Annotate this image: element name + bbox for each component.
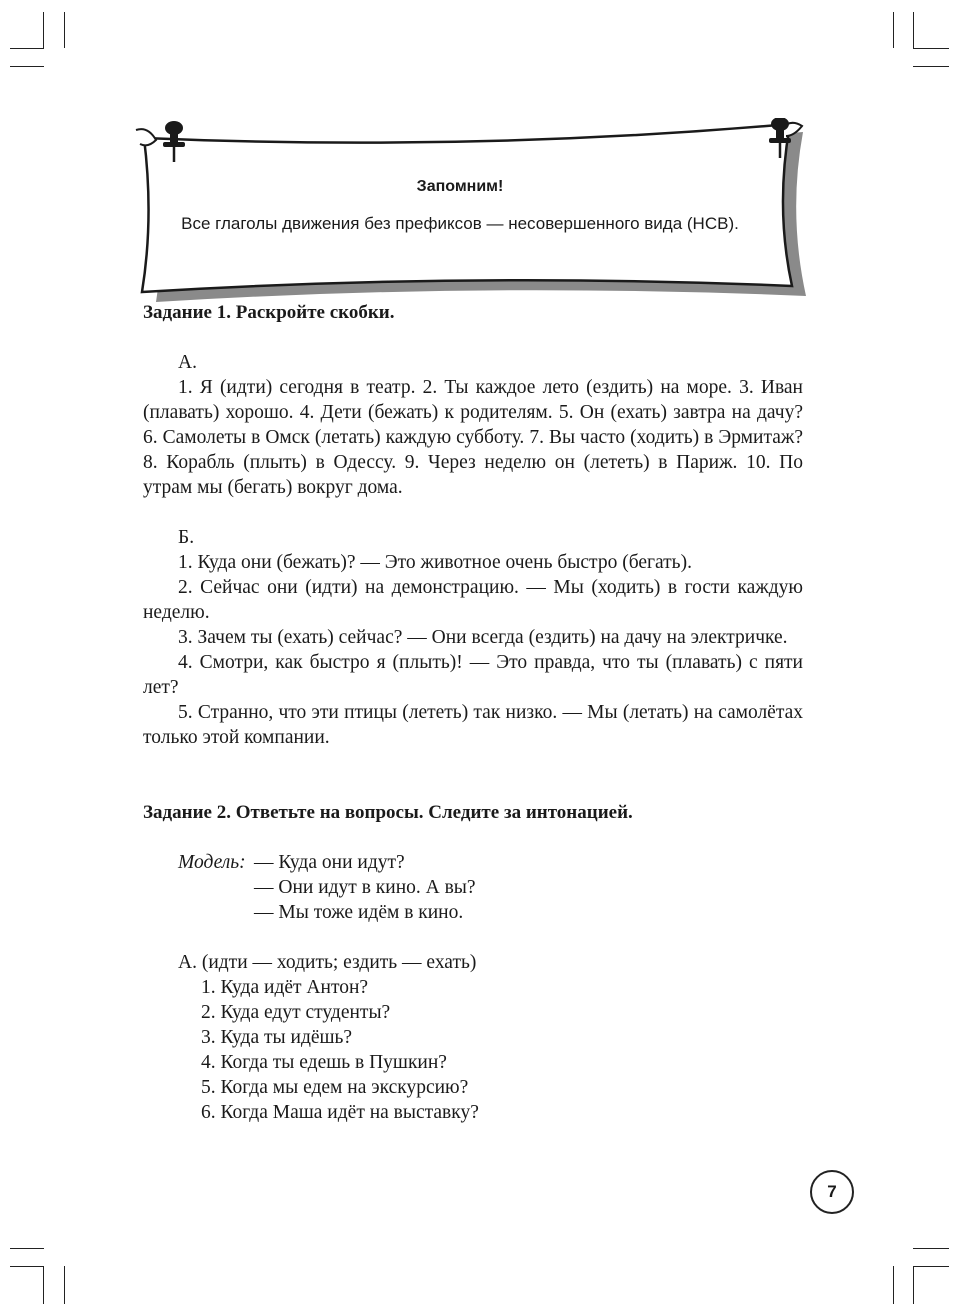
task1-b-item: 5. Странно, что эти птицы (лететь) так низко. — Мы (летать) на самолётах только этой компании. <box>143 702 803 748</box>
list-item: 1. Куда идёт Антон? <box>201 977 369 998</box>
note-banner <box>130 118 820 303</box>
page-number: 7 <box>810 1170 854 1214</box>
task1-b-item: 4. Смотри, как быстро я (плыть)! — Это правда, что ты (плавать) с пяти лет? <box>143 652 803 698</box>
list-item: 5. Когда мы едем на экскурсию? <box>201 1077 469 1098</box>
crop-mark <box>913 12 914 48</box>
model-line <box>143 900 803 925</box>
crop-mark <box>64 1266 65 1304</box>
model-line-text: — Куда они идут? <box>254 852 405 873</box>
crop-mark <box>64 12 65 48</box>
scroll-paper-illustration <box>130 118 820 303</box>
task1-b-item: 1. Куда они (бежать)? — Это животное очень быстро (бегать). <box>178 552 692 573</box>
list-item: 6. Когда Маша идёт на выставку? <box>201 1102 479 1123</box>
crop-mark <box>43 1266 44 1304</box>
task2-question-list <box>143 975 803 1125</box>
task1-part-b-label: Б. <box>178 527 195 548</box>
crop-mark <box>913 1266 949 1267</box>
crop-mark <box>10 66 44 67</box>
crop-mark <box>10 48 44 49</box>
list-item: 3. Куда ты идёшь? <box>201 1027 353 1048</box>
note-text: Все глаголы движения без префиксов — несовершенного вида (НСВ). <box>181 214 739 233</box>
crop-mark <box>893 1266 894 1304</box>
task1-b-item: 2. Сейчас они (идти) на демонстрацию. — Мы (ходить) в гости каждую неделю. <box>143 577 803 623</box>
task1-heading: Задание 1. Раскройте скобки. <box>143 302 395 323</box>
crop-mark <box>893 12 894 48</box>
main-content <box>143 300 803 1125</box>
crop-mark <box>913 1266 914 1304</box>
crop-mark <box>913 48 949 49</box>
list-item: 2. Куда едут студенты? <box>201 1002 391 1023</box>
crop-mark <box>10 1266 44 1267</box>
crop-mark <box>10 1248 44 1249</box>
crop-mark <box>913 66 949 67</box>
crop-mark <box>43 12 44 48</box>
model-label: Модель: <box>178 852 246 873</box>
model-line-text: — Мы тоже идём в кино. <box>254 902 464 923</box>
model-line-text: — Они идут в кино. А вы? <box>254 877 476 898</box>
list-item: 4. Когда ты едешь в Пушкин? <box>201 1052 447 1073</box>
task2-part-a-label: А. (идти — ходить; ездить — ехать) <box>178 952 477 973</box>
task1-b-item: 3. Зачем ты (ехать) сейчас? — Они всегда (ездить) на дачу на электричке. <box>178 627 788 648</box>
task2-heading: Задание 2. Ответьте на вопросы. Следите за интонацией. <box>143 802 633 823</box>
task1-part-a-label: А. <box>178 352 197 373</box>
model-line <box>143 875 803 900</box>
model-line <box>143 850 803 875</box>
note-title: Запомним! <box>416 178 504 195</box>
task1-part-a-text: 1. Я (идти) сегодня в театр. 2. Ты каждое лето (ездить) на море. 3. Иван (плавать) хорошо. 4. Дети (бежать) к родителям. 5. Он (ехать) завтра на дачу? 6. Самолеты в Омск (летать) каждую субботу. 7. Вы часто (ходить) в Эрмитаж? 8. Корабль (плыть) в Одессу. 9. Через неделю он (лететь) в Париж. 10. По утрам мы (бегать) вокруг дома. <box>143 377 803 498</box>
crop-mark <box>913 1248 949 1249</box>
